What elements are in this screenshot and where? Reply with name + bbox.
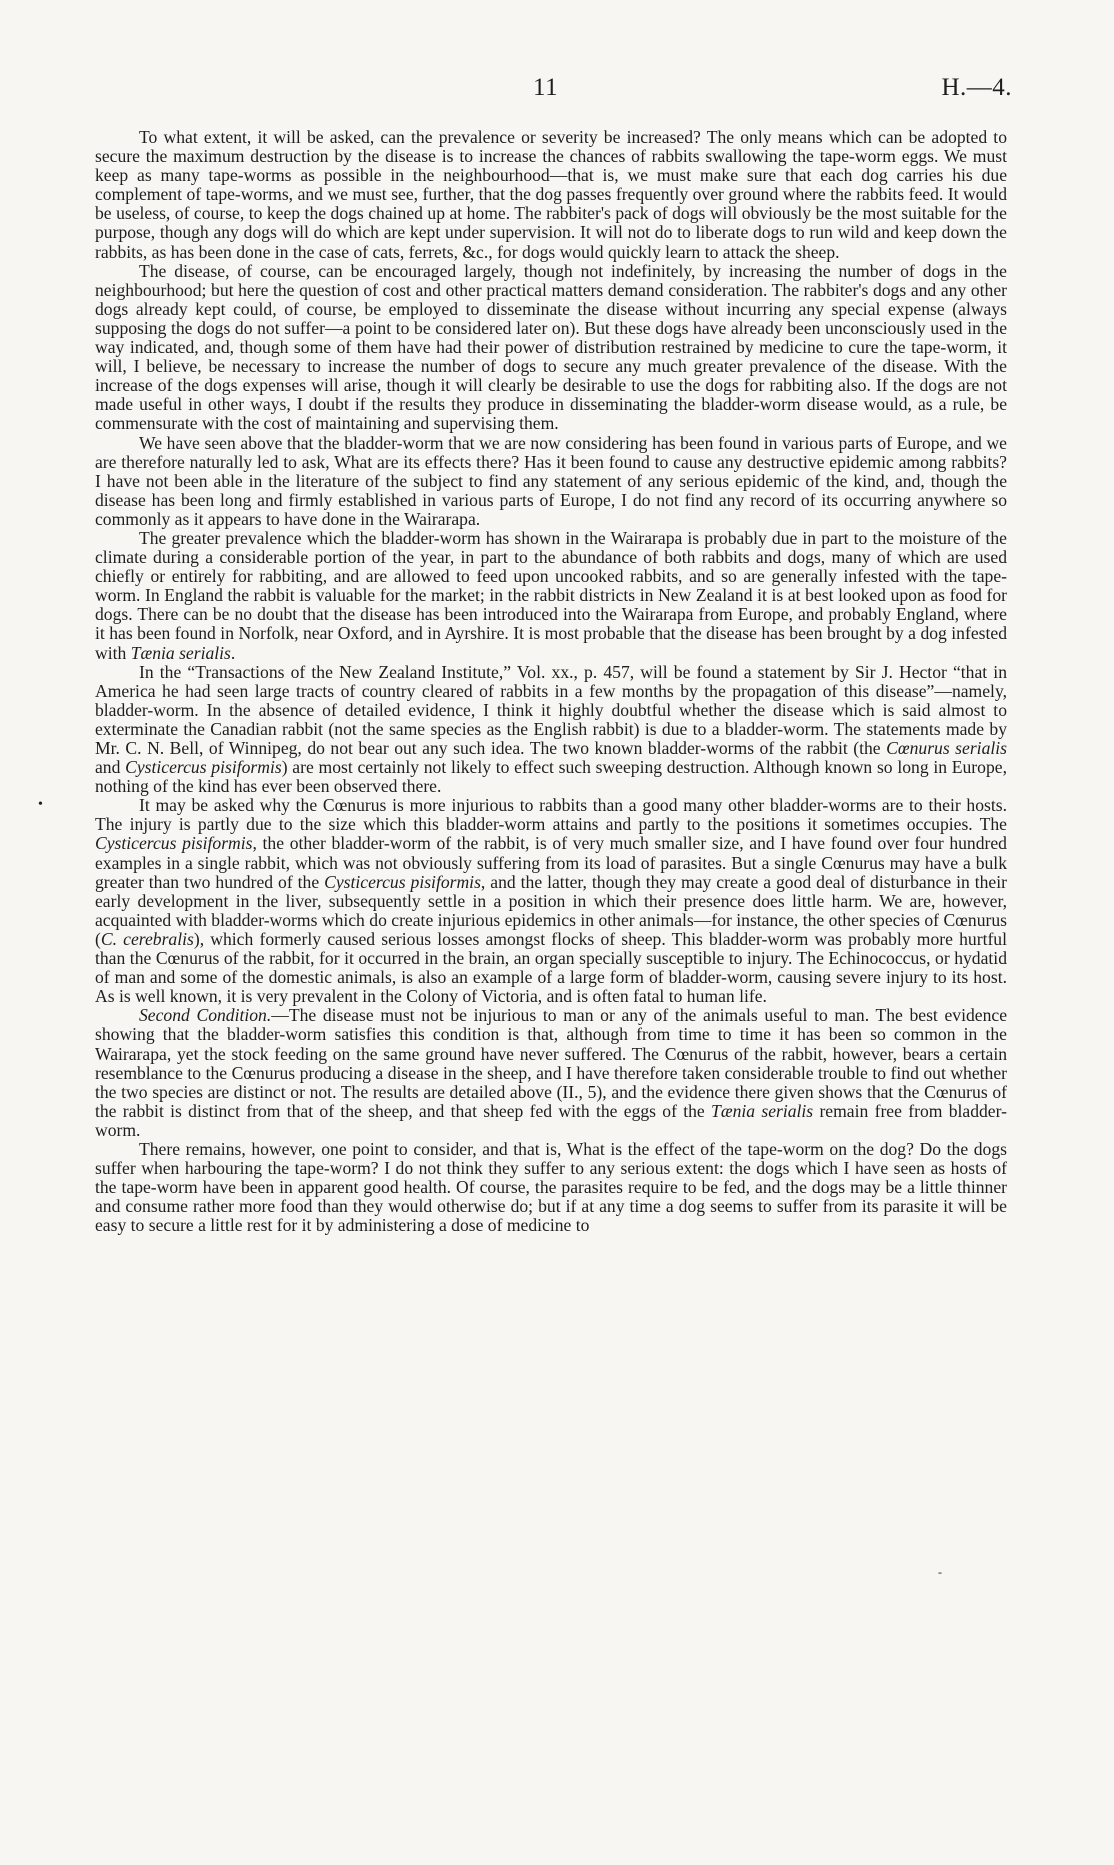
paragraph-text: To what extent, it will be asked, can the prevalence or severity be increased? The only means which can be adopted to secure the maximum destruction by the disease is to increase the chances of rabbits swallowing the tape-worm eggs. We must keep as many tape-worms as possible in the neighbourhood—that is, we must make sure that each dog carries his due complement of tape-worms, and we must see, further, that the dog passes frequently over ground where the rabbits feed. It would be useless, of course, to keep the dogs chained up at home. The rabbiter's pack of dogs will obviously be the most suitable for the purpose, though any dogs will do which are kept under supervision. It will not do to liberate dogs to run wild and keep down the rabbits, as has been done in the case of cats, ferrets, &c., for dogs would quickly learn to attack the sheep. xyxy=(95,127,1007,262)
body-text xyxy=(95,128,1007,1235)
paragraph-text: There remains, however, one point to consider, and that is, What is the effect of the tape-worm on the dog? Do the dogs suffer when harbouring the tape-worm? I do not think they suffer to any serious extent: the dogs which I have seen as hosts of the tape-worm have been in apparent good health. Of course, the parasites require to be fed, and the dogs may be a little thinner and consume rather more food than they would otherwise do; but if at any time a dog seems to suffer from its parasite it will be easy to secure a little rest for it by administering a dose of medicine to xyxy=(95,1138,1007,1236)
paragraph-text: In the “Transactions of the New Zealand Institute,” Vol. xx., p. 457, will be found a statement by Sir J. Hector “that in America he had seen large tracts of country cleared of rabbits in a few months by the propagation of this disease”—namely, bladder-worm. In the absence of detailed evidence, I think it highly doubtful whether the disease which is said almost to exterminate the Canadian rabbit (not the same species as the English rabbit) is due to a bladder-worm. The statements made by Mr. C. N. Bell, of Winnipeg, do not bear out any such idea. The two known bladder-worms of the rabbit (the Cœnurus serialis and Cysticercus pisiformis) are most certainly not likely to effect such sweeping destruction. Although known so long in Europe, nothing of the kind has ever been observed there. xyxy=(95,661,1007,797)
paragraph-text: The disease, of course, can be encouraged largely, though not indefinitely, by increasing the number of dogs in the neighbourhood; but here the question of cost and other practical matters demand consideration. The rabbiter's dogs and any other dogs already kept could, of course, be employed to disseminate the disease without incurring any special expense (always supposing the dogs do not suffer—a point to be considered later on). But these dogs have already been unconsciously used in the way indicated, and, though some of them have had their power of distribution restrained by medicine to cure the tape-worm, it will, I believe, be necessary to increase the number of dogs to secure any much greater prevalence of the disease. With the increase of the dogs expenses will arise, though it will clearly be desirable to use the dogs for rabbiting also. If the dogs are not made useful in other ways, I doubt if the results they produce in disseminating the bladder-worm disease would, as a rule, be commensurate with the cost of maintaining and supervising them. xyxy=(95,260,1007,434)
paragraph xyxy=(95,1140,1007,1235)
margin-dash: - xyxy=(938,1565,942,1579)
paragraph xyxy=(95,1006,1007,1140)
paragraph-text: It may be asked why the Cœnurus is more injurious to rabbits than a good many other bladder-worms are to their hosts. The injury is partly due to the size which this bladder-worm attains and partly to the positions it sometimes occupies. The Cysticercus pisiformis, the other bladder-worm of the rabbit, is of very much smaller size, and I have found over four hundred examples in a single rabbit, which was not obviously suffering from its load of parasites. But a single Cœnurus may have a bulk greater than two hundred of the Cysticercus pisiformis, and the latter, though they may create a good deal of disturbance in their early development in the liver, subsequently settle in a position in which their presence does little harm. We are, however, acquainted with bladder-worms which do create injurious epidemics in other animals—for instance, the other species of Cœnurus (C. cerebralis), which formerly caused serious losses amongst flocks of sheep. This bladder-worm was probably more hurtful than the Cœnurus of the rabbit, for it occurred in the brain, an organ specially susceptible to injury. The Echinococcus, or hydatid of man and some of the domestic animals, is also an example of a large form of bladder-worm, causing severe injury to its host. As is well known, it is very prevalent in the Colony of Victoria, and is often fatal to human life. xyxy=(95,795,1007,1007)
paragraph xyxy=(95,529,1007,663)
document-reference: H.—4. xyxy=(941,74,1012,101)
paragraph xyxy=(95,796,1007,1006)
paragraph xyxy=(95,262,1007,434)
margin-dot: • xyxy=(38,797,43,812)
paragraph xyxy=(95,434,1007,529)
section-heading: Second Condition. xyxy=(139,1005,272,1026)
paragraph-text: We have seen above that the bladder-worm that we are now considering has been found in various parts of Europe, and we are therefore naturally led to ask, What are its effects there? Has it been found to cause any destructive epidemic among rabbits? I have not been able in the literature of the subject to find any statement of any serious epidemic of the kind, and, though the disease has been long and firmly established in various parts of Europe, I do not find any record of its occurring anywhere so commonly as it appears to have done in the Wairarapa. xyxy=(95,432,1007,529)
page-number: 11 xyxy=(533,74,559,101)
paragraph xyxy=(95,663,1007,797)
paragraph-text: The greater prevalence which the bladder-worm has shown in the Wairarapa is probably due in part to the moisture of the climate during a considerable portion of the year, in part to the abundance of both rabbits and dogs, many of which are used chiefly or entirely for rabbiting, and are allowed to feed upon uncooked rabbits, and so are generally infested with the tape-worm. In England the rabbit is valuable for the market; in the rabbit districts in New Zealand it is at best looked upon as food for dogs. There can be no doubt that the disease has been introduced into the Wairarapa from Europe, and probably England, where it has been found in Norfolk, near Oxford, and in Ayrshire. It is most probable that the disease has been brought by a dog infested with Tænia serialis. xyxy=(95,527,1007,663)
paragraph-text: —The disease must not be injurious to man or any of the animals useful to man. The best evidence showing that the bladder-worm satisfies this condition is that, although from time to time it has been so common in the Wairarapa, yet the stock feeding on the same ground have never suffered. The Cœnurus of the rabbit, however, bears a certain resemblance to the Cœnurus producing a disease in the sheep, and I have therefore taken considerable trouble to find out whether the two species are distinct or not. The results are detailed above (II., 5), and the evidence there given shows that the Cœnurus of the rabbit is distinct from that of the sheep, and that sheep fed with the eggs of the Tænia serialis remain free from bladder-worm. xyxy=(95,1005,1007,1140)
paragraph xyxy=(95,128,1007,262)
page-header xyxy=(0,74,1114,108)
